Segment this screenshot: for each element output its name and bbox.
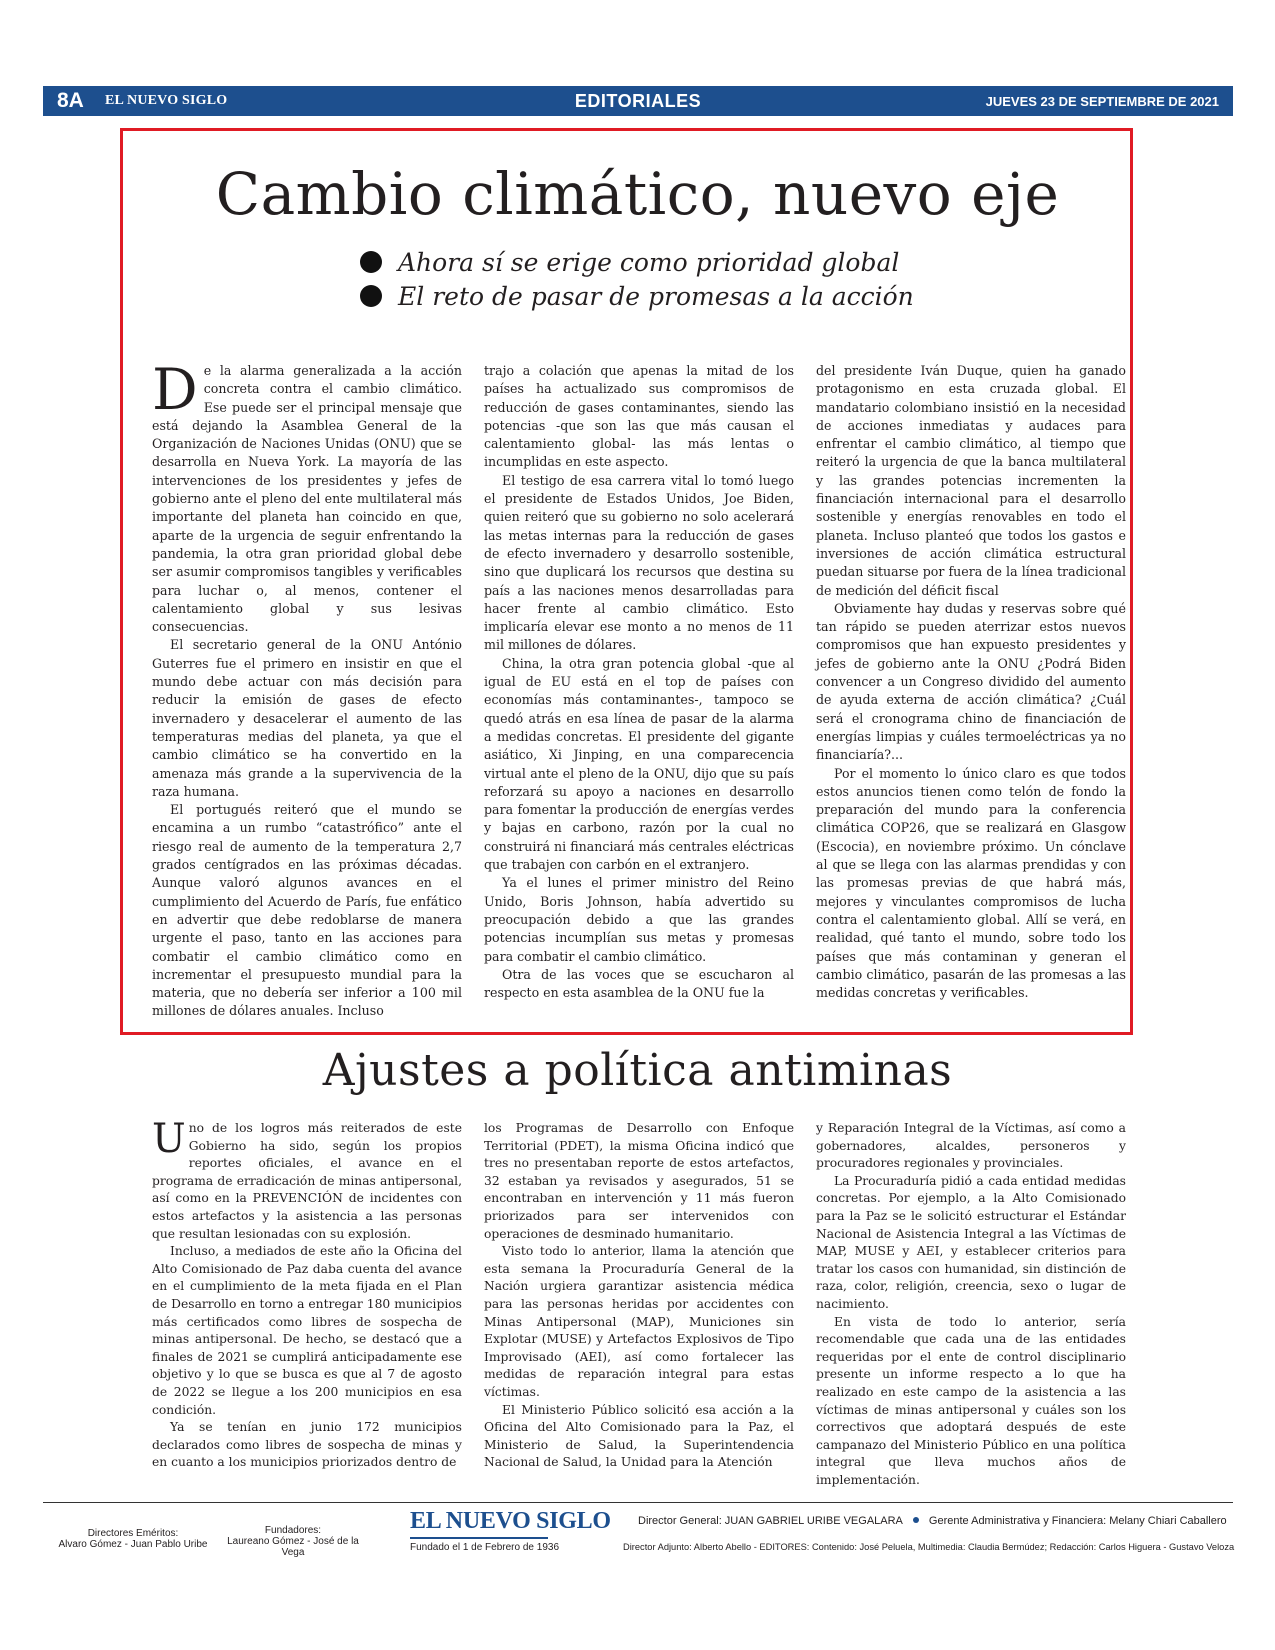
paragraph: Uno de los logros más reiterados de este Gobierno ha sido, según los propios reportes oficiales, el avance en el programa de erradicación de minas antipersonal, así como en la PREVENCIÓN de incidentes con estos artefactos y la asistencia a las personas que resultan lesionadas con su explosión. <box>152 1116 462 1241</box>
column-2 <box>484 1120 794 1475</box>
paragraph: El secretario general de la ONU António Guterres fue el primero en insistir en que el mundo debe actuar con más decisión para reducir la emisión de gases de efecto invernadero y desacelerar el aumento de las temperaturas medias del planeta, ya que el cambio climático se ha convertido en la amenaza más grande a la supervivencia de la raza humana. <box>152 637 462 799</box>
paragraph: Visto todo lo anterior, llama la atención que esta semana la Procuraduría General de la Nación urgiera garantizar asistencia médica para las personas heridas por accidentes con Minas Antipersonal (MAP), Municiones sin Explotar (MUSE) y Artefactos Explosivos de Tipo Improvisado (AEI), así como fortalecer las medidas de reparación integral para estas víctimas. <box>484 1244 794 1399</box>
editorial-2-body <box>152 1116 1126 1487</box>
column-3 <box>816 362 1126 1022</box>
footer-fundadores <box>218 1525 368 1558</box>
page-header-bar <box>43 86 1233 116</box>
paragraph: El Ministerio Público solicitó esa acción a la Oficina del Alto Comisionado para la Paz, el Ministerio de Salud, la Superintendencia Nacional de Salud, la Unidad para la Atención <box>484 1402 794 1470</box>
paragraph: Ya se tenían en junio 172 municipios declarados como libres de sospecha de minas y en cuanto a los municipios priorizados dentro de <box>152 1420 462 1470</box>
column-1 <box>152 1116 462 1475</box>
paragraph: y Reparación Integral de la Víctimas, así como a gobernadores, alcaldes, personeros y procuradores regionales y provinciales. <box>816 1121 1126 1171</box>
paragraph: Obviamente hay dudas y reservas sobre qué tan rápido se pueden aterrizar estos nuevos compromisos que han expuesto presidentes y jefes de gobierno ante la ONU ¿Podrá Biden convencer a un Congreso dividido del aumento de ayuda externa de acción climática? ¿Cuál será el cronograma chino de financiación de energías limpias y cuáles termoeléctricas ya no financiaría?... <box>816 600 1126 763</box>
paragraph: Incluso, a mediados de este año la Oficina del Alto Comisionado de Paz daba cuenta del avance en el cumplimiento de la meta fijada en el Plan de Desarrollo en torno a entregar 180 municipios más certificados como libres de sospecha de minas antipersonal. De hecho, se destacó que a finales de 2021 se cumplirá anticipadamente ese objetivo y lo que se busca es que al 7 de agosto de 2022 se llegue a los 200 municipios en esa condición. <box>152 1244 462 1417</box>
editorial-1-body <box>152 357 1126 1022</box>
gerente: Gerente Administrativa y Financiera: Melany Chiari Caballero <box>928 1515 1227 1527</box>
subtitle-item <box>360 245 914 279</box>
editorial-1-subtitles <box>360 245 914 313</box>
paragraph: Ya el lunes el primer ministro del Reino Unido, Boris Johnson, había advertido su preocupación debido a que las grandes potencias incumplían sus metas y promesas para combatir el cambio climático. <box>484 875 794 964</box>
bullet-icon <box>360 251 382 273</box>
paragraph: En vista de todo lo anterior, sería recomendable que cada una de las entidades requeridas por el ente de control disciplinario presente un informe respecto a lo que ha realizado en este campo de la asistencia a las víctimas de minas antipersonal y cuáles son los correctivos que adoptará después de este campanazo del Ministerio Público en una política integral que lleva muchos años de implementación. <box>816 1314 1126 1487</box>
separator-dot-icon <box>913 1517 919 1523</box>
subtitle-text: Ahora sí se erige como prioridad global <box>398 247 900 277</box>
paragraph: Otra de las voces que se escucharon al respecto en esta asamblea de la ONU fue la <box>484 966 794 1001</box>
paragraph: El portugués reiteró que el mundo se encamina a un rumbo “catastrófico” ante el riesgo real de aumento de la temperatura 2,7 grados centígrados en las próximas décadas. Aunque valoró algunos avances en el cumplimiento del Acuerdo de París, fue enfático en advertir que debe redoblarse de manera urgente el paso, tanto en las acciones para combatir el cambio climático como en incrementar el presupuesto mundial para la materia, que no debería ser inferior a 100 mil millones de dólares anuales. Incluso <box>152 802 462 1019</box>
footer-divider <box>43 1502 1233 1503</box>
bullet-icon <box>360 285 382 307</box>
fundadores-label: Fundadores: <box>264 1525 322 1536</box>
paragraph: trajo a colación que apenas la mitad de los países ha actualizado sus compromisos de reducción de gases contaminantes, siendo las potencias -que son las que más causan el calentamiento global- las más lentas o incumplidas en este aspecto. <box>484 363 794 470</box>
column-2 <box>484 362 794 1022</box>
section-title: EDITORIALES <box>574 91 702 111</box>
drop-cap: D <box>152 357 198 423</box>
drop-cap: U <box>152 1116 186 1162</box>
subtitle-item <box>360 279 914 313</box>
editorial-1-title: Cambio climático, nuevo eje <box>215 160 1060 228</box>
paragraph: Por el momento lo único claro es que todos estos anuncios tienen como telón de fondo la preparación del mundo para la conferencia climática COP26, que se realizará en Glasgow (Escocia), en noviembre próximo. Un cónclave al que se llega con las alarmas prendidas y con las promesas previas de que habrá más, mejores y vinculantes compromisos de lucha contra el calentamiento global. Allí se verá, en realidad, qué tanto el mundo, sobre todo los países que más contaminan y generan el cambio climático, pasarán de las promesas a las medidas concretas y verificables. <box>816 765 1126 1001</box>
emeritos-label: Directores Eméritos: <box>87 1528 179 1539</box>
paragraph: del presidente Iván Duque, quien ha ganado protagonismo en esta cruzada global. El mandatario colombiano insistió en la necesidad de acciones inmediatas y audaces para enfrentar el cambio climático, al tiempo que reiteró la urgencia de que la banca multilateral y las grandes potencias incrementen la financiación internacional para el desarrollo sostenible y energías renovables en todo el planeta. Incluso planteó que todos los gastos e inversiones de acción climática estructural puedan situarse por fuera de la línea tradicional de medición del déficit fiscal <box>816 363 1126 598</box>
page-number: 8A <box>57 89 84 112</box>
paragraph: El testigo de esa carrera vital lo tomó luego el presidente de Estados Unidos, Joe Biden, quien reiteró que su gobierno no solo acelerará las metas internas para la reducción de gases de efecto invernadero y desarrollo sostenible, sino que duplicará los recursos que destina su país a las naciones menos desarrolladas para hacer frente al cambio climático. Esto implicaría elevar ese monto a no menos de 11 mil millones de dólares. <box>484 472 794 653</box>
issue-date: JUEVES 23 DE SEPTIEMBRE DE 2021 <box>985 94 1219 109</box>
paragraph: los Programas de Desarrollo con Enfoque Territorial (PDET), la misma Oficina indicó que tres no presentaban reporte de estos artefactos, 32 estaban ya revisados y asegurados, 51 se encontraban en intervención y 11 más fueron priorizados para ser intervenidos con operaciones de desminado humanitario. <box>484 1121 794 1241</box>
footer-emeritos <box>58 1528 208 1550</box>
founded-date: Fundado el 1 de Febrero de 1936 <box>410 1542 559 1553</box>
paragraph: La Procuraduría pidió a cada entidad medidas concretas. Por ejemplo, a la Alto Comisionado para la Paz se le solicitó estructurar el Estándar Nacional de Asistencia Integral a las Víctimas de MAP, MUSE y AEI, y establecer criterios para tratar los casos con humanidad, sin distinción de raza, color, religión, creencia, sexo o lugar de nacimiento. <box>816 1173 1126 1311</box>
masthead-underline <box>410 1537 548 1539</box>
emeritos-names: Alvaro Gómez - Juan Pablo Uribe <box>58 1539 208 1550</box>
editorial-2-title: Ajustes a política antiminas <box>322 1045 953 1096</box>
column-3 <box>816 1120 1126 1487</box>
header-masthead: EL NUEVO SIGLO <box>105 93 228 108</box>
staff-line-2: Director Adjunto: Alberto Abello - EDITORES: Contenido: José Peluela, Multimedia: Claudia Bermúdez; Redacción: Carlos Higuera - Gustavo Veloza <box>623 1542 1235 1552</box>
paragraph: De la alarma generalizada a la acción concreta contra el cambio climático. Ese puede ser el principal mensaje que está dejando la Asamblea General de la Organización de Naciones Unidas (ONU) que se desarrolla en Nueva York. La mayoría de las intervenciones de los presidentes y jefes de gobierno ante el pleno del ente multilateral más importante del planeta han coincido en que, aparte de la urgencia de seguir enfrentando la pandemia, la otra gran prioridad global debe ser asumir compromisos tangibles y verificables para luchar o, al menos, contener el calentamiento global y sus lesivas consecuencias. <box>152 357 462 635</box>
footer-masthead-logo: EL NUEVO SIGLO <box>410 1508 611 1534</box>
subtitle-text: El reto de pasar de promesas a la acción <box>398 281 914 311</box>
column-1 <box>152 357 462 1022</box>
director-general: Director General: JUAN GABRIEL URIBE VEGALARA <box>638 1515 903 1527</box>
staff-line-1 <box>638 1515 1227 1527</box>
fundadores-names: Laureano Gómez - José de la Vega <box>227 1536 359 1558</box>
paragraph: China, la otra gran potencia global -que al igual de EU está en el top de países con economías más contaminantes-, tampoco se quedó atrás en esa línea de pasar de la alarma a medidas concretas. El presidente del gigante asiático, Xi Jinping, en una comparecencia virtual ante el pleno de la ONU, dijo que su país reforzará su apoyo a naciones en desarrollo para fomentar la producción de energías verdes y bajas en carbono, razón por la cual no construirá ni financiará más centrales eléctricas que trabajen con carbón en el extranjero. <box>484 655 794 873</box>
